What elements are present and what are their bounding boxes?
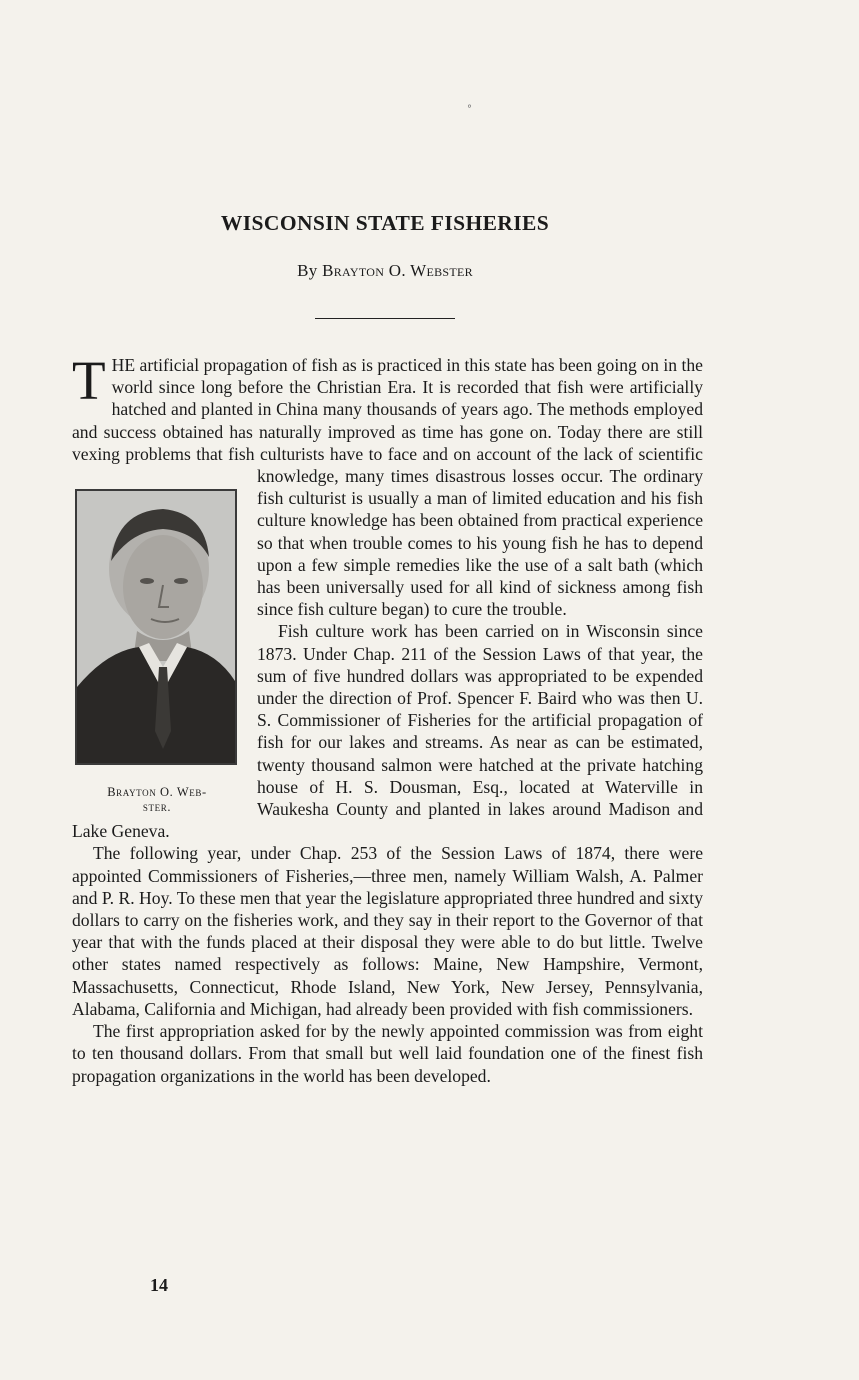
byline-author: Brayton O. Webster [322, 261, 473, 280]
article-title: WISCONSIN STATE FISHERIES [220, 211, 550, 235]
portrait-photo [75, 489, 237, 765]
article-body [72, 350, 704, 1087]
print-speck: ° [467, 104, 472, 115]
page-number: 14 [150, 1275, 168, 1295]
portrait-caption [72, 785, 242, 815]
portrait-illustration [77, 491, 235, 763]
caption-line-1: Brayton O. Web- [107, 785, 207, 800]
caption-line-2: ster. [142, 800, 172, 815]
paragraph-3: The following year, under Chap. 253 of the Session Laws of 1874, there were appointed Commissioners of Fisheries,—three men, namely William Walsh, A. Palmer and P. R. Hoy. To these men that year the legislature appropriated three hundred and sixty dollars to carry on the fisheries work, and they say in their report to the Governor of that year that with the funds placed at their disposal they were able to do but little. Twelve other states named respectively as follows: Maine, New Hampshire, Vermont, Massachusetts, Connecticut, Rhode Island, New York, New Jersey, Pennsylvania, Alabama, California and Michigan, had already been provided with fish commissioners. [72, 843, 703, 1019]
paragraph-2: Fish culture work has been carried on in Wisconsin since 1873. Under Chap. 211 of the Session Laws of that year, the sum of five hundred dollars was appropriated to be expended under the direction of Prof. Spencer F. Baird who was then U. S. Commissioner of Fisheries for the artificial propagation of fish for our lakes and streams. As near as can be estimated, twenty thousand salmon were hatched at the private hatching house of H. S. Dousman, Esq., located at Waterville in Waukesha County and planted in lakes around Madison and Lake Geneva. [72, 621, 703, 842]
paragraph-1-text-continued: disastrous losses occur. The ordinary fish culturist is usually a man of limited education and his fish culture knowledge has been obtained from practical experience so that when trouble comes to his young fish he has to depend upon a few simple remedies like the use of a salt bath (which has been universally used for all kind of sickness among fish since fish culture began) to cure the trouble. [257, 466, 704, 620]
byline-prefix: By [297, 261, 318, 280]
byline [0, 261, 770, 281]
title-rule [315, 318, 455, 319]
paragraph-1-text: HE artificial propagation of fish as is practiced in this state has been going on in the world since long before the Christian Era. It is recorded that fish were artificially hatched and planted in China many thousands of years ago. The methods employed and success obtained has naturally improved as time has gone on. Today there are still vexing problems that fish culturists have to face and on account of the lack of scientific knowledge, many times [72, 355, 703, 487]
paragraph-4: The first appropriation asked for by the newly appointed commission was from eight to ten thousand dollars. From that small but well laid foundation one of the finest fish propagation organizations in the world has been developed. [72, 1021, 703, 1086]
portrait-figure [72, 489, 242, 815]
drop-cap: T [72, 350, 106, 411]
